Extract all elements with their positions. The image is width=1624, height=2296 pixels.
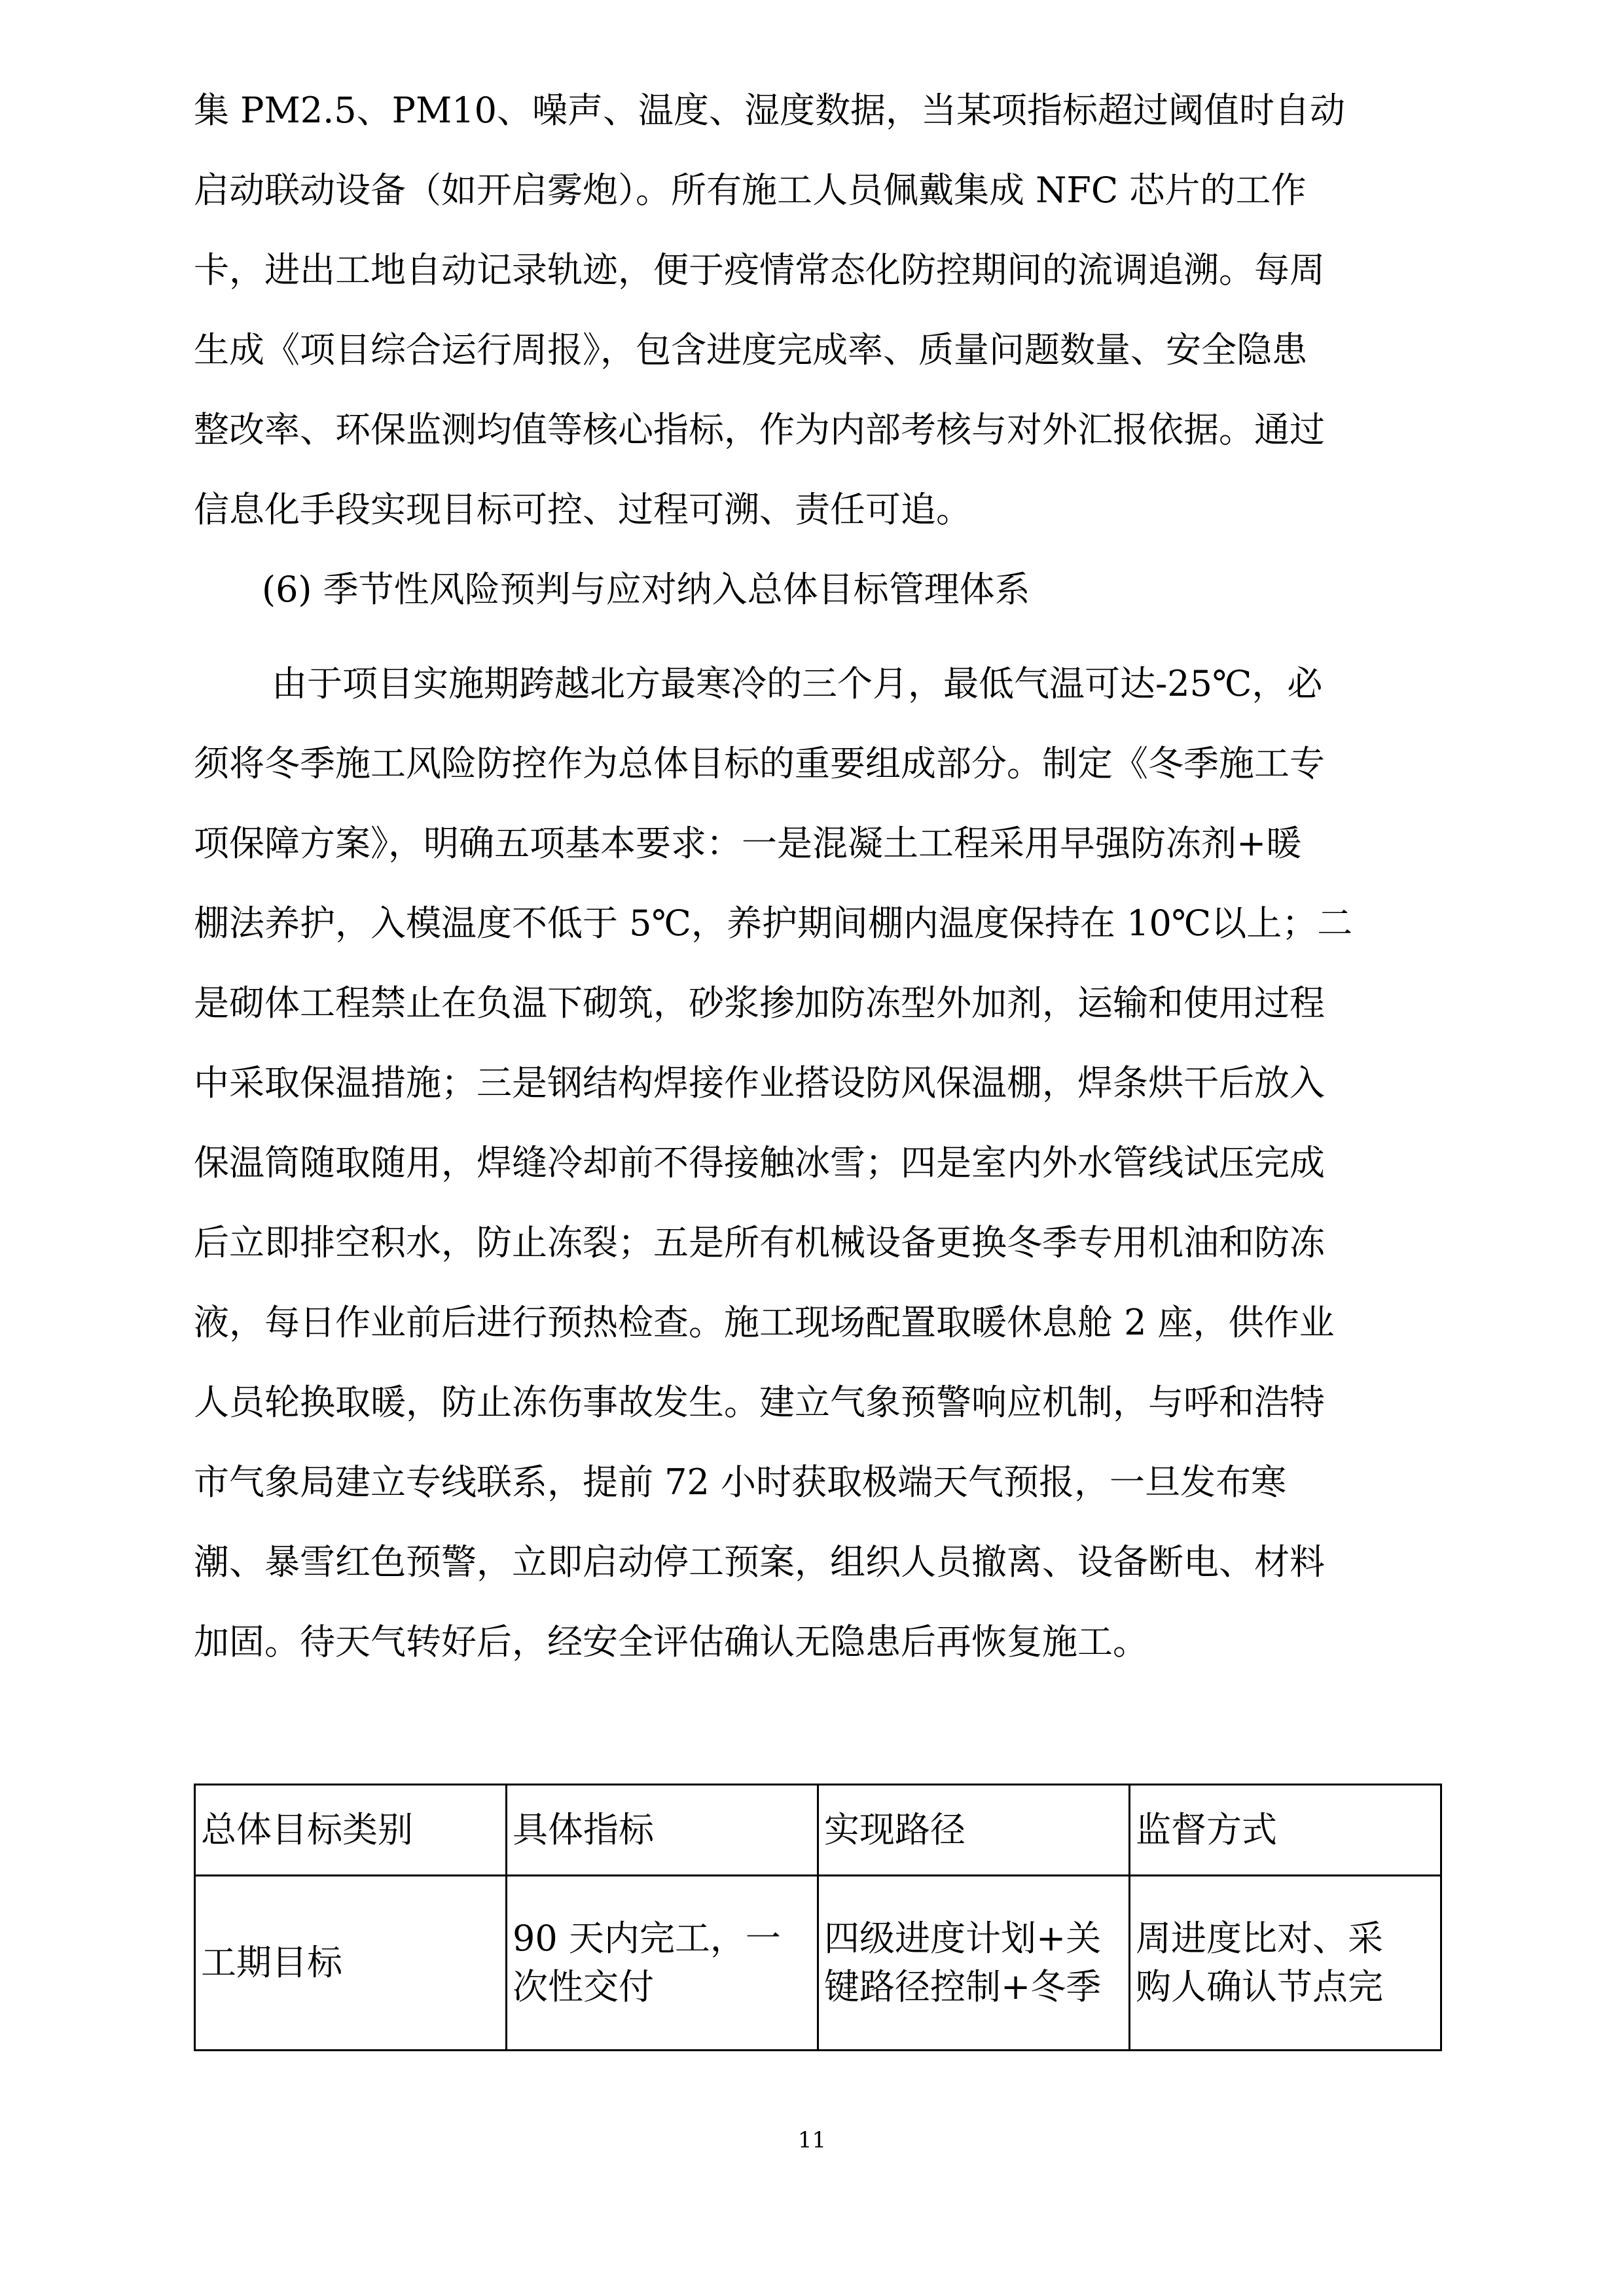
cell-text-line: 周进度比对、采 <box>1136 1918 1383 1959</box>
category-cell: 工期目标 <box>195 1876 507 2051</box>
text-line: 加固。待天气转好后，经安全评估确认无隐患后再恢复施工。 <box>194 1621 1148 1662</box>
text-line: 启动联动设备（如开启雾炮）。所有施工人员佩戴集成 NFC 芯片的工作 <box>194 170 1307 211</box>
text-line: 项保障方案》，明确五项基本要求：一是混凝土工程采用早强防冻剂+暖 <box>194 823 1302 864</box>
text-line: 保温筒随取随用，焊缝冷却前不得接触冰雪；四是室内外水管线试压完成 <box>194 1142 1325 1183</box>
text-line: 生成《项目综合运行周报》，包含进度完成率、质量问题数量、安全隐患 <box>194 329 1307 370</box>
cell-text-line: 购人确认节点完 <box>1136 1966 1383 2007</box>
text-line: 集 PM2.5、PM10、噪声、温度、湿度数据，当某项指标超过阈值时自动 <box>194 90 1346 131</box>
table-header-cell: 总体目标类别 <box>195 1785 507 1876</box>
goals-table <box>194 1784 1442 2051</box>
text-line: 市气象局建立专线联系，提前 72 小时获取极端天气预报，一旦发布寒 <box>194 1462 1287 1503</box>
page-number: 11 <box>797 2127 827 2153</box>
text-line: 整改率、环保监测均值等核心指标，作为内部考核与对外汇报依据。通过 <box>194 409 1325 450</box>
text-line: 棚法养护，入模温度不低于 5℃，养护期间棚内温度保持在 10℃以上；二 <box>194 903 1353 944</box>
cell-text-line: 四级进度计划+关 <box>824 1918 1102 1959</box>
text-line: 液，每日作业前后进行预热检查。施工现场配置取暖休息舱 2 座，供作业 <box>194 1302 1335 1343</box>
text-line: 须将冬季施工风险防控作为总体目标的重要组成部分。制定《冬季施工专 <box>194 743 1325 784</box>
text-line: 卡，进出工地自动记录轨迹，便于疫情常态化防控期间的流调追溯。每周 <box>194 249 1325 291</box>
supervision-cell <box>1130 1876 1441 2051</box>
cell-text-line: 90 天内完工，一 <box>513 1918 781 1959</box>
table-header-cell: 监督方式 <box>1130 1785 1441 1876</box>
table-header-cell: 实现路径 <box>818 1785 1130 1876</box>
table-row <box>195 1876 1441 2051</box>
cell-text-line: 次性交付 <box>513 1966 654 2007</box>
cell-text-line: 键路径控制+冬季 <box>824 1966 1102 2007</box>
indicator-cell <box>507 1876 818 2051</box>
table-header-cell: 具体指标 <box>507 1785 818 1876</box>
table-header-row <box>195 1785 1441 1876</box>
section-heading: (6) 季节性风险预判与应对纳入总体目标管理体系 <box>262 569 1030 610</box>
text-line: 由于项目实施期跨越北方最寒冷的三个月，最低气温可达-25℃，必 <box>272 663 1323 704</box>
path-cell <box>818 1876 1130 2051</box>
text-line: 中采取保温措施；三是钢结构焊接作业搭设防风保温棚，焊条烘干后放入 <box>194 1062 1325 1103</box>
text-line: 信息化手段实现目标可控、过程可溯、责任可追。 <box>194 489 971 530</box>
text-line: 潮、暴雪红色预警，立即启动停工预案，组织人员撤离、设备断电、材料 <box>194 1541 1325 1583</box>
text-line: 人员轮换取暖，防止冻伤事故发生。建立气象预警响应机制，与呼和浩特 <box>194 1382 1325 1423</box>
text-line: 是砌体工程禁止在负温下砌筑，砂浆掺加防冻型外加剂，运输和使用过程 <box>194 982 1325 1024</box>
text-line: 后立即排空积水，防止冻裂；五是所有机械设备更换冬季专用机油和防冻 <box>194 1222 1325 1263</box>
